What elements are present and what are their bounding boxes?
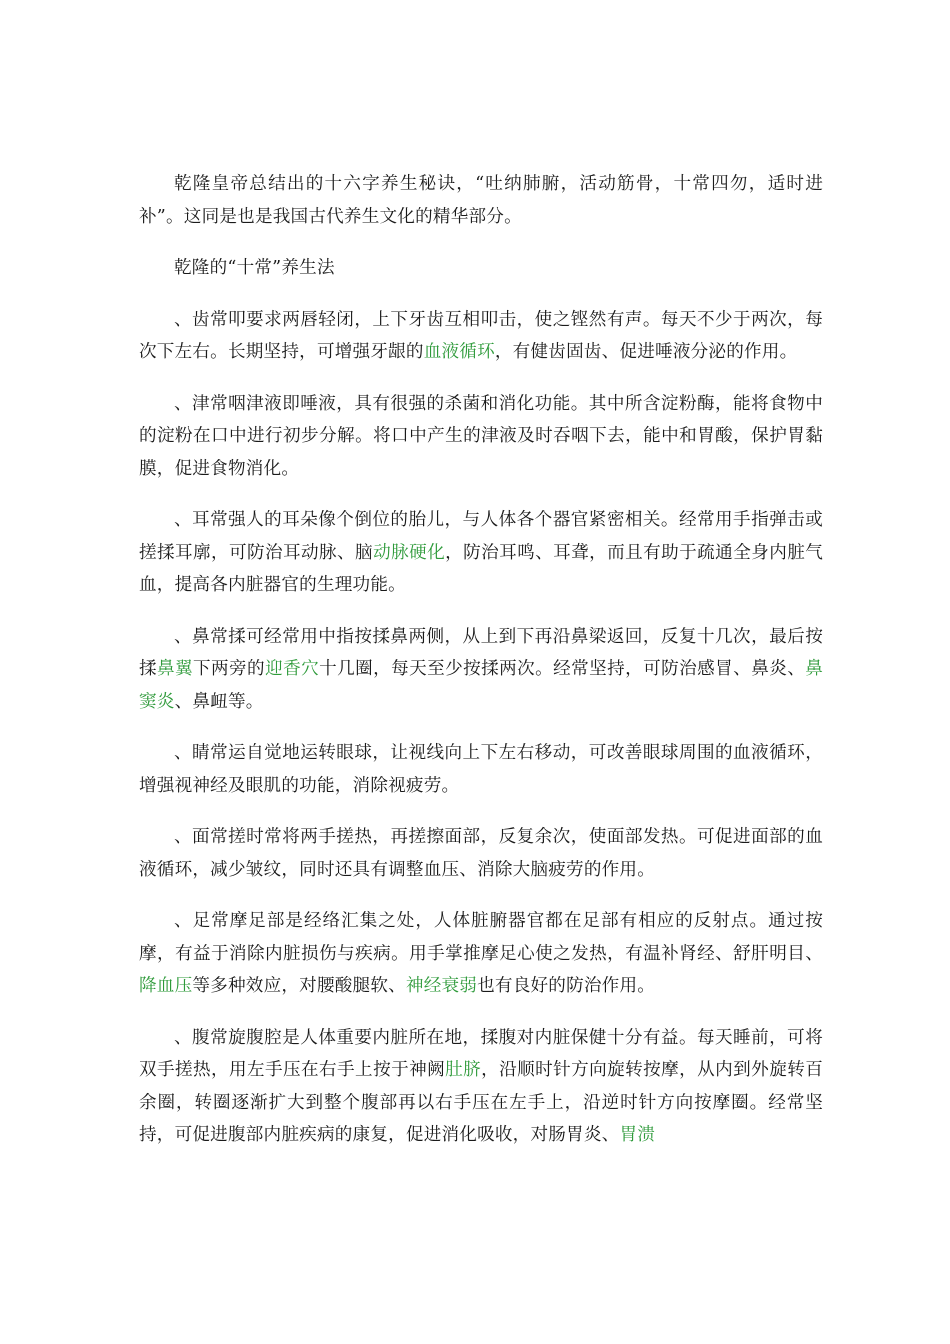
text-run: 、腹常旋腹腔是人体重要内脏所在地，揉腹对内脏保健十分有益。每天睡前，可将双手搓热，用左手压在右手上按于神阙: [139, 1027, 823, 1080]
text-run: 十几圈，每天至少按揉两次。经常坚持，可防治感冒、鼻炎、: [319, 659, 806, 679]
paragraph-eyes: [139, 737, 823, 802]
text-run: 、鼻常揉可经常用中指按揉鼻两侧，从上到下再沿鼻梁返回，反复十几次，最后按揉: [139, 626, 823, 679]
term-link[interactable]: 迎香穴: [265, 659, 320, 679]
paragraph-abdomen: [139, 1022, 823, 1152]
text-run: 、面常搓时常将两手搓热，再搓擦面部，反复余次，使面部发热。可促进面部的血液循环，减少皱纹，同时还具有调整血压、消除大脑疲劳的作用。: [139, 827, 823, 880]
text-run: 乾隆皇帝总结出的十六字养生秘诀，“吐纳肺腑，活动筋骨，十常四勿，适时进补”。这同是也是我国古代养生文化的精华部分。: [139, 174, 823, 227]
paragraph-feet: [139, 905, 823, 1003]
text-run: 、足常摩足部是经络汇集之处，人体脏腑器官都在足部有相应的反射点。通过按摩，有益于消除内脏损伤与疾病。用手掌推摩足心使之发热，有温补肾经、舒肝明目、: [139, 911, 823, 964]
text-run: 也有良好的防治作用。: [477, 976, 656, 996]
text-run: 、鼻衄等。: [174, 691, 264, 712]
term-link[interactable]: 胃溃: [619, 1125, 656, 1145]
text-run: 等多种效应，对腰酸腿软、: [192, 976, 406, 996]
document-body: [139, 168, 823, 1152]
text-run: ，有健齿固齿、促进唾液分泌的作用。: [494, 342, 798, 362]
text-run: 下两旁的: [193, 659, 266, 679]
text-run: 、睛常运自觉地运转眼球，让视线向上下左右移动，可改善眼球周围的血液循环，增强视神经及眼肌的功能，消除视疲劳。: [139, 743, 823, 796]
text-run: 乾隆的“十常”养生法: [174, 258, 335, 278]
term-link[interactable]: 肚脐: [445, 1060, 482, 1080]
paragraph-ears: [139, 504, 823, 602]
term-link[interactable]: 神经衰弱: [405, 976, 478, 996]
intro-paragraph: [139, 168, 823, 233]
term-link[interactable]: 动脉硬化: [373, 542, 446, 563]
term-link[interactable]: 降血压: [139, 976, 193, 996]
text-run: 、齿常叩要求两唇轻闭，上下牙齿互相叩击，使之铿然有声。每天不少于两次，每次下左右。长期坚持，可增强牙龈的: [139, 309, 823, 362]
text-run: ，防治耳鸣、耳聋，而且有助于疏通全身内脏气血，提高各内脏器官的生理功能。: [139, 542, 824, 595]
paragraph-saliva: [139, 388, 823, 486]
term-link[interactable]: 鼻窦炎: [139, 659, 823, 712]
section-heading: [139, 252, 823, 285]
term-link[interactable]: 鼻翼: [157, 659, 194, 679]
text-run: 、耳常强人的耳朵像个倒位的胎儿，与人体各个器官紧密相关。经常用手指弹击或搓揉耳廓，可防治耳动脉、脑: [139, 510, 823, 563]
paragraph-nose: [139, 621, 823, 719]
paragraph-face: [139, 821, 823, 886]
term-link[interactable]: 血液循环: [423, 342, 495, 362]
paragraph-teeth: [139, 304, 823, 369]
text-run: ，沿顺时针方向旋转按摩，从内到外旋转百余圈，转圈逐渐扩大到整个腹部再以右手压在左手上，沿逆时针方向按摩圈。经常坚持，可促进腹部内脏疾病的康复，促进消化吸收，对肠胃炎、: [139, 1060, 823, 1145]
text-run: 、津常咽津液即唾液，具有很强的杀菌和消化功能。其中所含淀粉酶，能将食物中的淀粉在口中进行初步分解。将口中产生的津液及时吞咽下去，能中和胃酸，保护胃黏膜，促进食物消化。: [139, 393, 823, 479]
